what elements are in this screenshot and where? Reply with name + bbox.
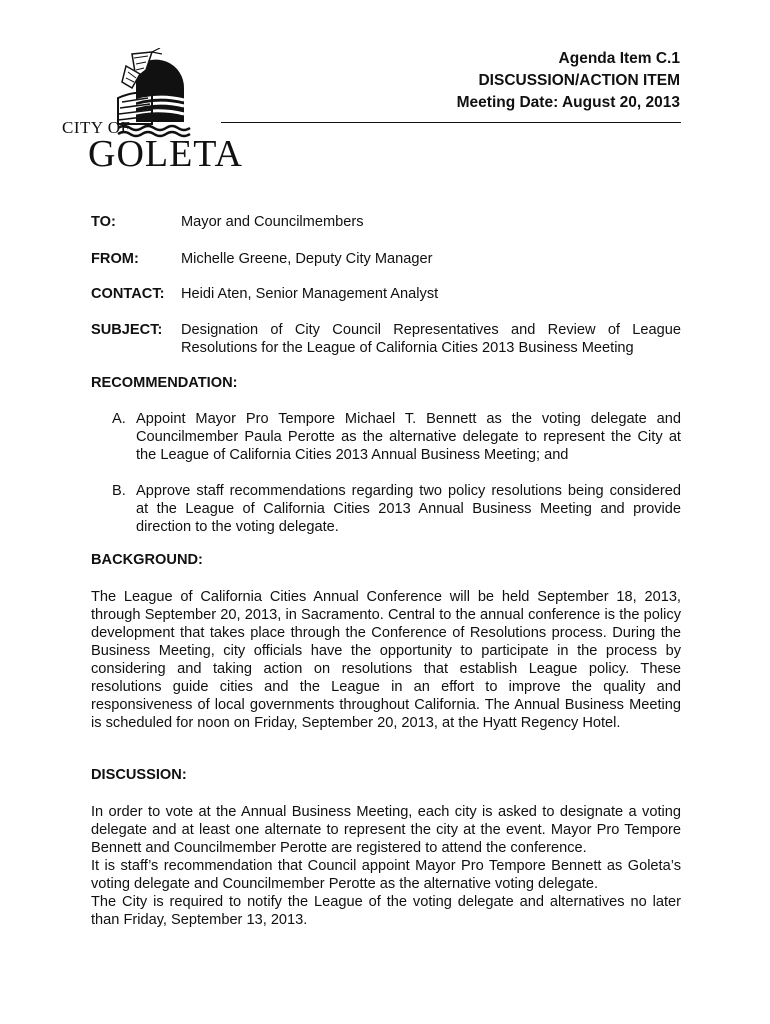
subject-value: Designation of City Council Representatives and Review of League Resolutions for the League of California Cities 2013 Business Meeting	[181, 322, 681, 356]
recommendation-letter: A.	[112, 411, 126, 427]
agenda-header	[457, 48, 680, 114]
logo-city-of: CITY OF	[62, 118, 131, 137]
city-logo	[56, 48, 243, 178]
discussion-paragraph: The City is required to notify the League of the voting delegate and alternatives no later than Friday, September 13, 2013.	[91, 894, 681, 928]
to-value: Mayor and Councilmembers	[181, 214, 364, 230]
discussion-heading: DISCUSSION:	[91, 767, 187, 783]
discussion-paragraph: It is staff’s recommendation that Council appoint Mayor Pro Tempore Bennett as Goleta’s voting delegate and Councilmember Perotte as the alternative voting delegate.	[91, 858, 681, 892]
recommendation-heading: RECOMMENDATION:	[91, 375, 238, 391]
from-label: FROM:	[91, 251, 139, 267]
subject-label: SUBJECT:	[91, 322, 163, 338]
discussion-body	[91, 803, 681, 929]
background-heading: BACKGROUND:	[91, 552, 203, 568]
recommendation-text: Appoint Mayor Pro Tempore Michael T. Bennett as the voting delegate and Councilmember Paula Perotte as the alternative delegate to represent the City at the League of California Cities 2013 Annual Business Meeting; and	[136, 411, 681, 463]
recommendation-text: Approve staff recommendations regarding two policy resolutions being considered at the League of California Cities 2013 Annual Business Meeting and provide direction to the voting delegate.	[136, 483, 681, 535]
agenda-item-number: Agenda Item C.1	[558, 50, 680, 67]
from-value: Michelle Greene, Deputy City Manager	[181, 251, 433, 267]
recommendation-letter: B.	[112, 483, 126, 499]
header-divider	[221, 122, 681, 123]
background-paragraph: The League of California Cities Annual Conference will be held September 18, 2013, through September 20, 2013, in Sacramento. Central to the annual conference is the policy development that takes place through the Conference of Resolutions process. During the Business Meeting, city officials have the opportunity to participate in the process by considering and taking action on resolutions that establish League policy. These resolutions guide cities and the League in an effort to improve the quality and responsiveness of local governments throughout California. The Annual Business Meeting is scheduled for noon on Friday, September 20, 2013, at the Hyatt Regency Hotel.	[91, 589, 681, 731]
agenda-item-type: DISCUSSION/ACTION ITEM	[478, 72, 680, 89]
discussion-paragraph: In order to vote at the Annual Business Meeting, each city is asked to designate a voting delegate and at least one alternate to represent the city at the event. Mayor Pro Tempore Bennett and Councilmember Perotte are registered to attend the conference.	[91, 804, 681, 856]
meeting-date: Meeting Date: August 20, 2013	[456, 94, 680, 111]
contact-value: Heidi Aten, Senior Management Analyst	[181, 286, 439, 302]
to-label: TO:	[91, 214, 116, 230]
contact-label: CONTACT:	[91, 286, 165, 302]
logo-goleta: GOLETA	[88, 133, 243, 175]
